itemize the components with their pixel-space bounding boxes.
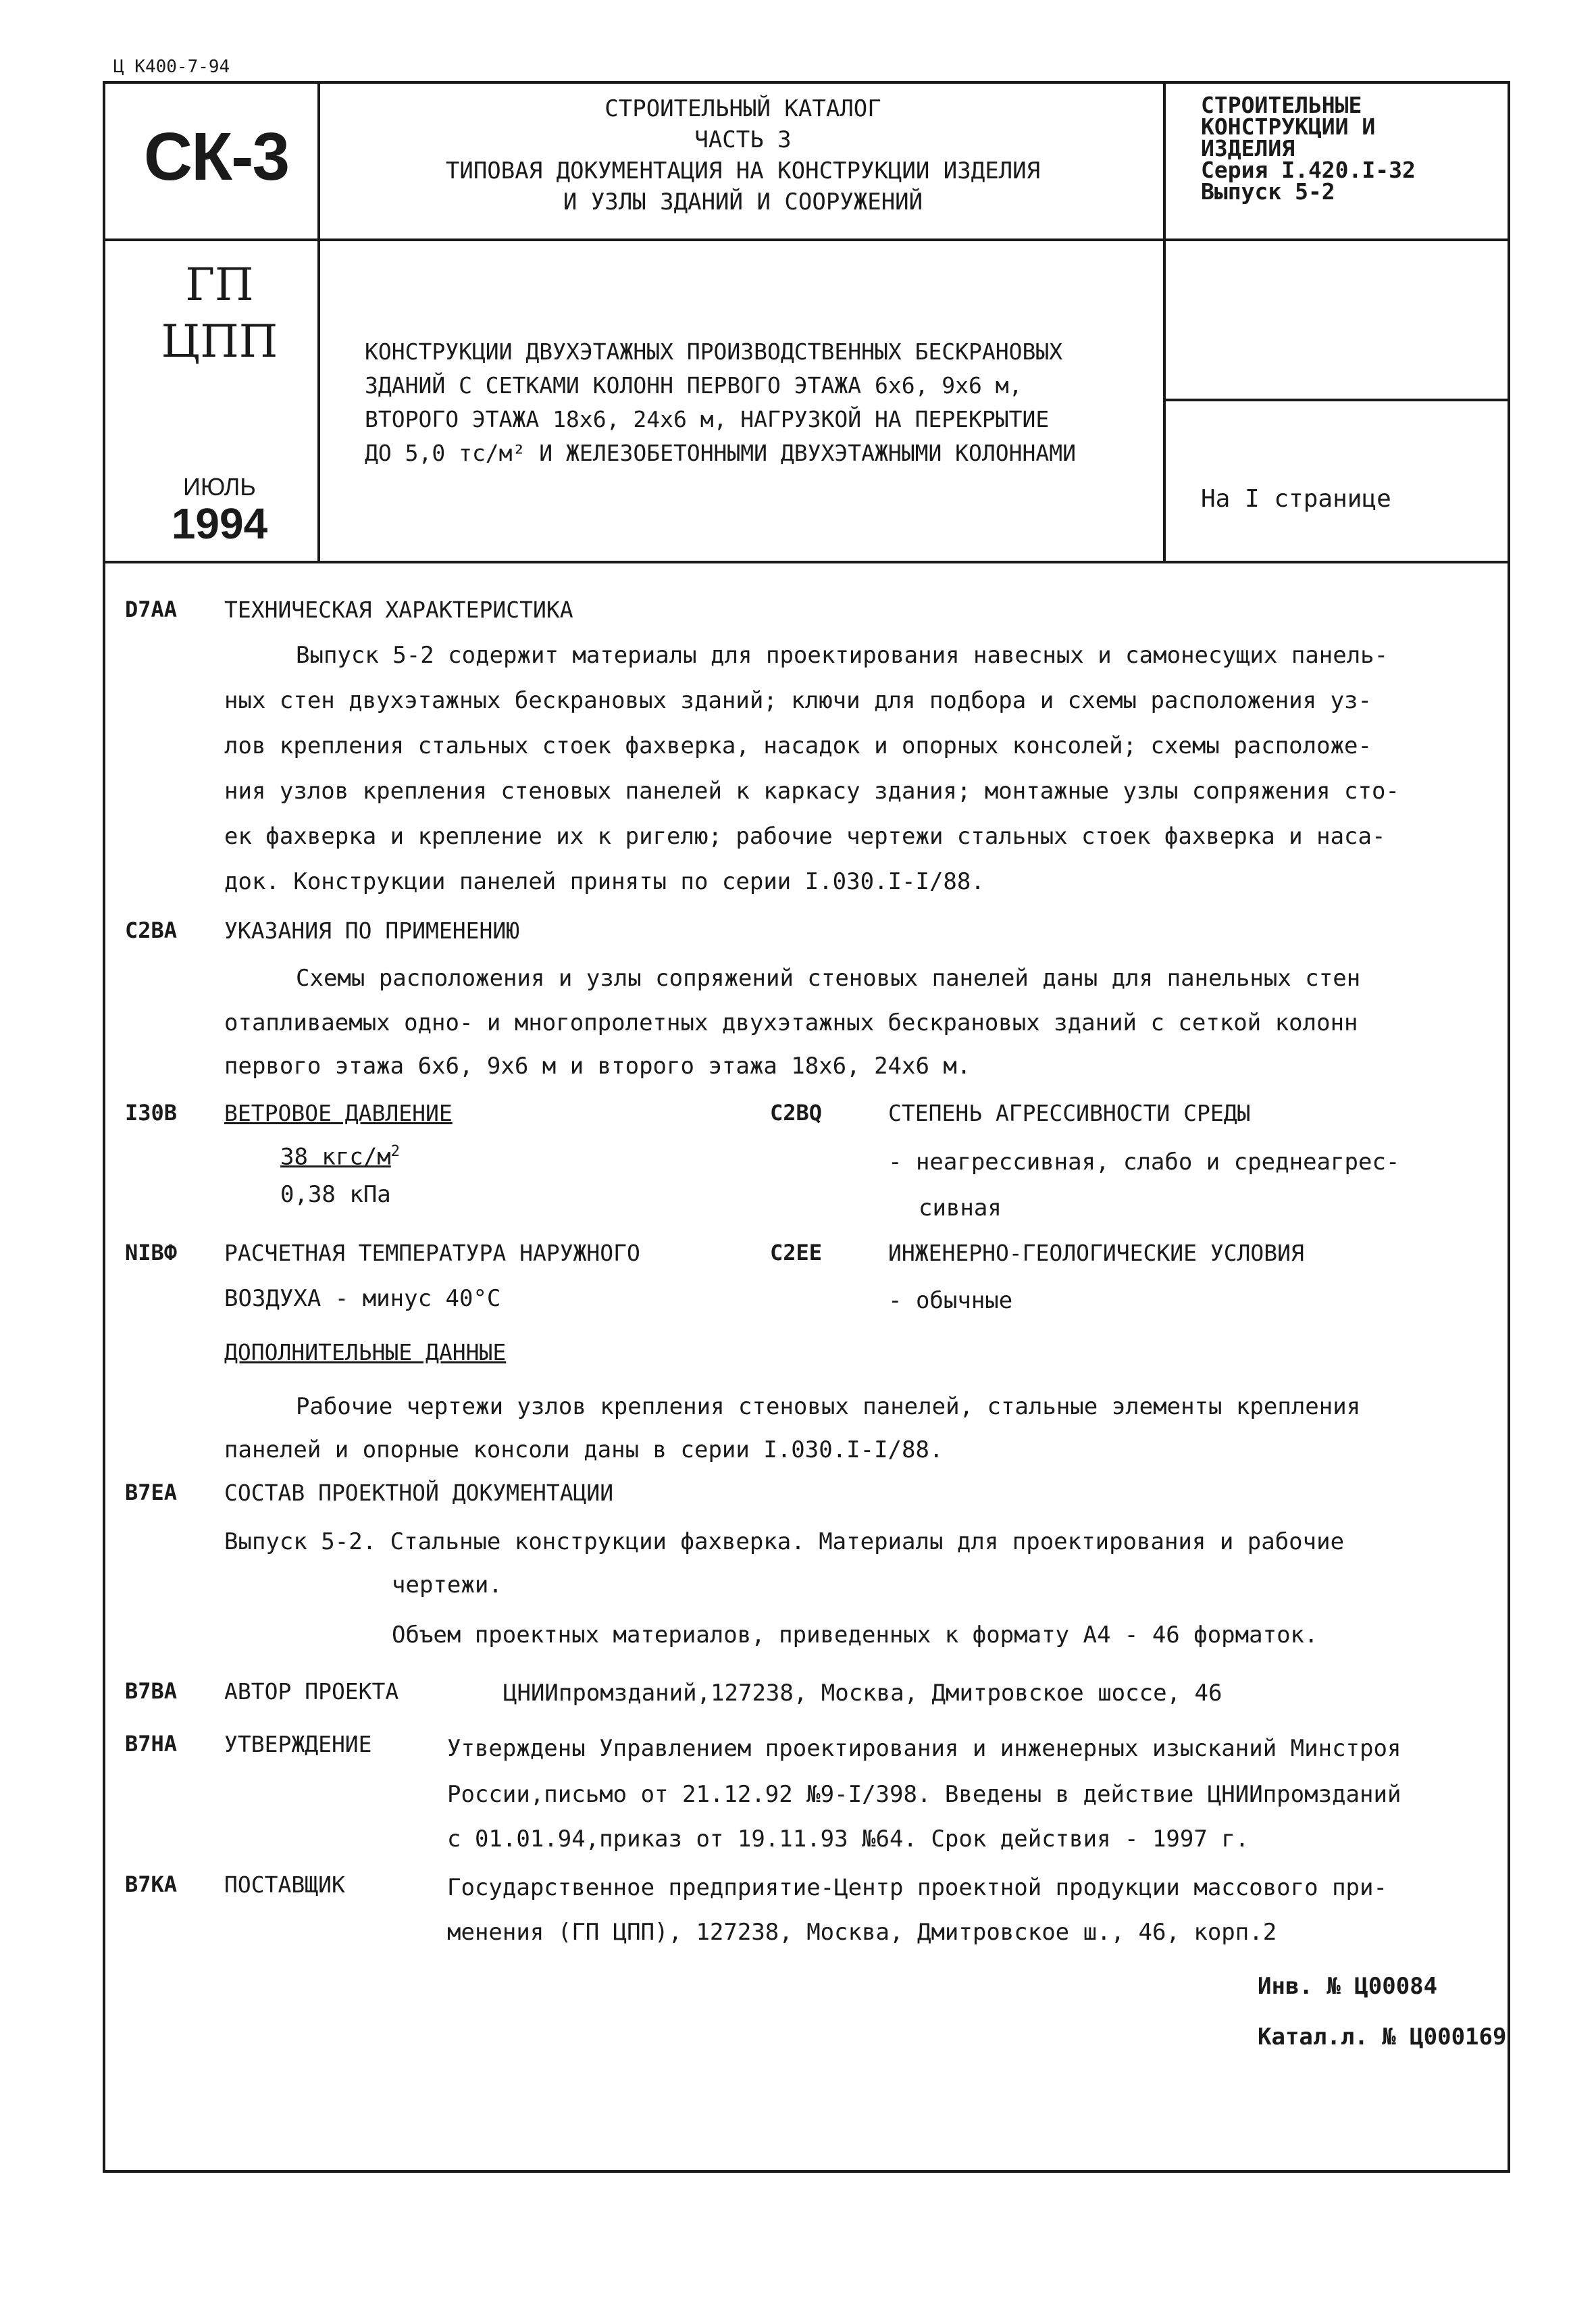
body-line: ЦНИИпромзданий,127238, Москва, Дмитровское шоссе, 46: [503, 1680, 1222, 1707]
series-line: КОНСТРУКЦИИ И: [1201, 114, 1376, 140]
catalog-line: ТИПОВАЯ ДОКУМЕНТАЦИЯ НА КОНСТРУКЦИИ ИЗДЕЛИЯ: [445, 157, 1041, 184]
section-heading: ДОПОЛНИТЕЛЬНЫЕ ДАННЫЕ: [224, 1339, 507, 1365]
section-heading: УТВЕРЖДЕНИЕ: [224, 1731, 372, 1757]
body-line: с 01.01.94,приказ от 19.11.93 №64. Срок действия - 1997 г.: [447, 1826, 1250, 1853]
page-count: На I странице: [1201, 485, 1391, 513]
title-line: ДО 5,0 тс/м² И ЖЕЛЕЗОБЕТОННЫМИ ДВУХЭТАЖНЫМИ КОЛОННАМИ: [365, 440, 1076, 466]
catalog-line: ЧАСТЬ 3: [694, 126, 792, 153]
body-line: ек фахверка и крепление их к ригелю; рабочие чертежи стальных стоек фахверка и наса-: [224, 823, 1386, 850]
series-line: ИЗДЕЛИЯ: [1201, 135, 1295, 161]
inventory-number: Инв. № Ц00084: [1258, 1973, 1438, 2000]
body-line: панелей и опорные консоли даны в серии I.030.I-I/88.: [224, 1436, 944, 1463]
issue-month: ИЮЛЬ: [183, 473, 256, 501]
section-code: B7BA: [125, 1678, 178, 1704]
section-code: B7HA: [125, 1731, 178, 1757]
section-code: C2EE: [770, 1240, 823, 1265]
body-line: сивная: [919, 1194, 1002, 1222]
body-line: - неагрессивная, слабо и среднеагрес-: [888, 1149, 1400, 1176]
section-code: B7KA: [125, 1871, 178, 1897]
title-line: КОНСТРУКЦИИ ДВУХЭТАЖНЫХ ПРОИЗВОДСТВЕННЫХ БЕСКРАНОВЫХ: [365, 338, 1063, 365]
body-line: Государственное предприятие-Центр проектной продукции массового при-: [447, 1874, 1387, 1901]
body-line: Схемы расположения и узлы сопряжений стеновых панелей даны для панельных стен: [296, 965, 1361, 992]
body-line: Объем проектных материалов, приведенных к формату А4 - 46 форматок.: [392, 1621, 1318, 1649]
section-code: I30B: [125, 1100, 178, 1126]
org-line: ГП: [185, 259, 254, 311]
section-code: C2BA: [125, 917, 178, 943]
body-line: Выпуск 5-2 содержит материалы для проектирования навесных и самонесущих панель-: [296, 642, 1389, 669]
section-code: NIBФ: [125, 1240, 178, 1265]
top-code: Ц К400-7-94: [113, 57, 230, 77]
catalog-line: И УЗЛЫ ЗДАНИЙ И СООРУЖЕНИЙ: [563, 188, 923, 216]
body-line: Выпуск 5-2. Стальные конструкции фахверка. Материалы для проектирования и рабочие: [224, 1528, 1345, 1555]
body-line: России,письмо от 21.12.92 №9-I/398. Введены в действие ЦНИИпромзданий: [447, 1781, 1401, 1808]
body-line: ВОЗДУХА - минус 40°С: [224, 1285, 501, 1312]
section-heading: ПОСТАВЩИК: [224, 1871, 345, 1898]
wind-value-kgs: [280, 1143, 400, 1170]
section-heading: ВЕТРОВОЕ ДАВЛЕНИЕ: [224, 1100, 453, 1126]
body-line: чертежи.: [392, 1571, 503, 1599]
body-line: менения (ГП ЦПП), 127238, Москва, Дмитровское ш., 46, корп.2: [447, 1919, 1277, 1946]
catalog-line: СТРОИТЕЛЬНЫЙ КАТАЛОГ: [604, 95, 881, 122]
body-line: Рабочие чертежи узлов крепления стеновых панелей, стальные элементы крепления: [296, 1393, 1361, 1420]
body-line: док. Конструкции панелей приняты по серии I.030.I-I/88.: [224, 868, 985, 895]
wind-value-exponent: 2: [390, 1143, 401, 1160]
title-line: ЗДАНИЙ С СЕТКАМИ КОЛОНН ПЕРВОГО ЭТАЖА 6х6, 9х6 м,: [365, 372, 1023, 399]
section-code: C2BQ: [770, 1100, 823, 1126]
wind-value-number: 38 кгс/м: [280, 1143, 391, 1171]
series-line: СТРОИТЕЛЬНЫЕ: [1201, 92, 1362, 118]
org-line: ЦПП: [161, 316, 278, 368]
section-heading: АВТОР ПРОЕКТА: [224, 1678, 399, 1705]
section-heading: ТЕХНИЧЕСКАЯ ХАРАКТЕРИСТИКА: [224, 597, 573, 623]
title-line: ВТОРОГО ЭТАЖА 18х6, 24х6 м, НАГРУЗКОЙ НА ПЕРЕКРЫТИЕ: [365, 406, 1050, 432]
body-line: - обычные: [888, 1287, 1013, 1314]
section-heading: УКАЗАНИЯ ПО ПРИМЕНЕНИЮ: [224, 917, 520, 944]
section-code: B7EA: [125, 1480, 178, 1505]
section-heading: СОСТАВ ПРОЕКТНОЙ ДОКУМЕНТАЦИИ: [224, 1480, 614, 1506]
series-line: Серия I.420.I-32: [1201, 157, 1416, 183]
catalog-sheet-number: Катал.л. № Ц000169: [1258, 2023, 1507, 2051]
wind-value-kpa: 0,38 кПа: [280, 1181, 391, 1208]
section-code: D7AA: [125, 597, 178, 622]
section-heading: ИНЖЕНЕРНО-ГЕОЛОГИЧЕСКИЕ УСЛОВИЯ: [888, 1240, 1304, 1266]
series-line: Выпуск 5-2: [1201, 178, 1335, 205]
body-line: первого этажа 6х6, 9х6 м и второго этажа 18х6, 24х6 м.: [224, 1053, 971, 1080]
catalog-logo: СК-3: [143, 119, 289, 195]
body-line: отапливаемых одно- и многопролетных двухэтажных бескрановых зданий с сеткой колонн: [224, 1009, 1358, 1036]
section-heading: СТЕПЕНЬ АГРЕССИВНОСТИ СРЕДЫ: [888, 1100, 1251, 1126]
section-heading: РАСЧЕТНАЯ ТЕМПЕРАТУРА НАРУЖНОГО: [224, 1240, 640, 1266]
body-line: лов крепления стальных стоек фахверка, насадок и опорных консолей; схемы расположе-: [224, 732, 1372, 759]
body-line: Утверждены Управлением проектирования и инженерных изысканий Минстроя: [447, 1735, 1401, 1762]
body-line: ных стен двухэтажных бескрановых зданий; ключи для подбора и схемы расположения уз-: [224, 687, 1372, 714]
issue-year: 1994: [171, 499, 268, 548]
body-line: ния узлов крепления стеновых панелей к каркасу здания; монтажные узлы сопряжения сто-: [224, 778, 1399, 805]
